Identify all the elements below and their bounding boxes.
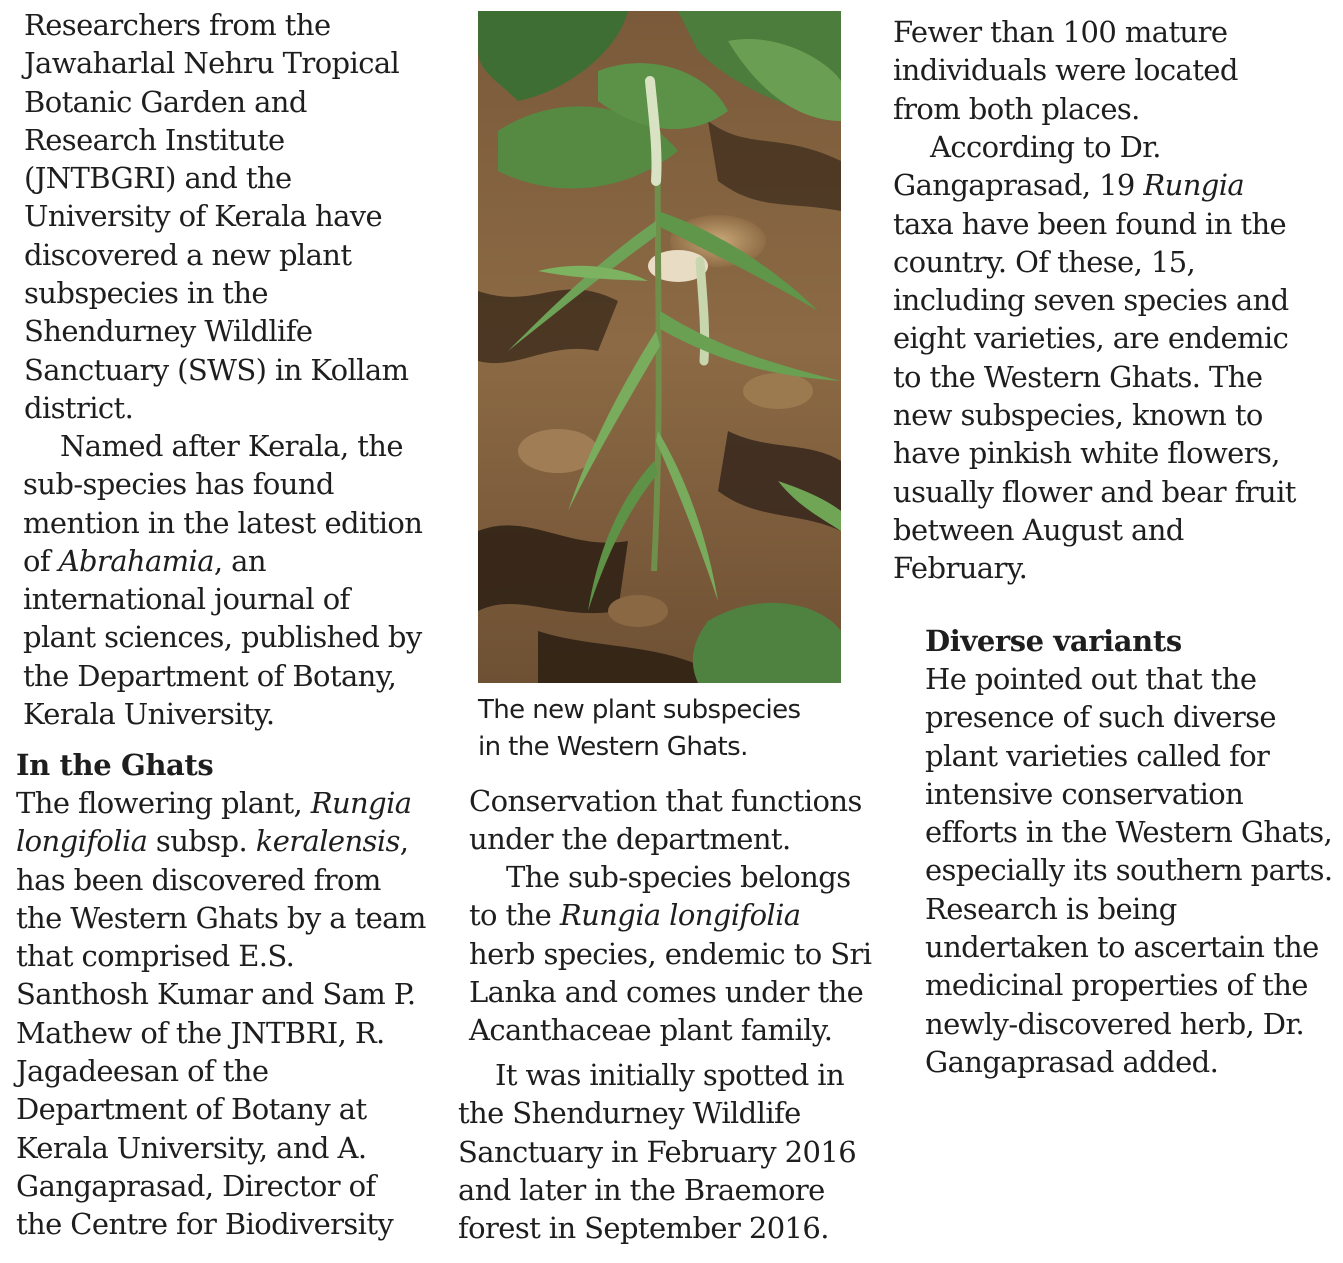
- text-line: district.: [24, 390, 134, 425]
- caption-line: The new plant subspecies: [478, 695, 801, 725]
- text-line: the Western Ghats by a team: [16, 900, 426, 935]
- text-line: Mathew of the JNTBRI, R.: [16, 1015, 385, 1050]
- text-line: the Centre for Biodiversity: [16, 1207, 394, 1242]
- text-line: University of Kerala have: [24, 199, 383, 234]
- conservation-paragraph: [469, 782, 862, 859]
- text-line: February.: [893, 551, 1028, 586]
- text-line: eight varieties, are endemic: [893, 321, 1289, 356]
- text-line: Jagadeesan of the: [16, 1054, 269, 1089]
- text-line: Gangaprasad, Director of: [16, 1168, 376, 1203]
- text-line: mention in the latest edition: [23, 505, 423, 540]
- text-line: that comprised E.S.: [16, 939, 295, 974]
- text-line: [16, 822, 426, 860]
- text-line: discovered a new plant: [24, 237, 352, 272]
- text-line: Jawaharlal Nehru Tropical: [24, 46, 400, 81]
- text-line: has been discovered from: [16, 862, 381, 897]
- text-line: to the Western Ghats. The: [893, 359, 1263, 394]
- caption-line: in the Western Ghats.: [478, 732, 748, 762]
- text-run: ,: [399, 824, 409, 859]
- text-line: country. Of these, 15,: [893, 244, 1196, 279]
- ghats-paragraph: [16, 784, 426, 1244]
- text-line: between August and: [893, 512, 1184, 547]
- text-line: Sanctuary in February 2016: [458, 1134, 857, 1169]
- text-line: under the department.: [469, 822, 791, 857]
- text-line: from both places.: [893, 91, 1140, 126]
- text-line: taxa have been found in the: [893, 206, 1287, 241]
- text-line: Acanthaceae plant family.: [469, 1013, 833, 1048]
- text-line: individuals were located: [893, 53, 1238, 88]
- text-line: Research Institute: [24, 122, 285, 157]
- text-line: [16, 784, 426, 822]
- intro-paragraph: [24, 6, 408, 427]
- text-line: Research is being: [925, 891, 1177, 926]
- text-line: and later in the Braemore: [458, 1172, 825, 1207]
- text-run: to the: [469, 898, 560, 933]
- text-line: herb species, endemic to Sri: [469, 936, 872, 971]
- species-name: Rungia longifolia: [559, 898, 801, 933]
- text-line: undertaken to ascertain the: [925, 930, 1319, 965]
- genus-name: Rungia: [310, 786, 412, 820]
- photo-caption: [478, 692, 800, 766]
- text-line: According to Dr.: [930, 130, 1161, 164]
- text-line: Kerala University, and A.: [16, 1130, 367, 1165]
- species-name: longifolia: [16, 824, 148, 859]
- text-line: Kerala University.: [23, 697, 275, 732]
- genus-name: Rungia: [1143, 168, 1245, 203]
- text-line: Shendurney Wildlife: [24, 314, 313, 349]
- text-line: [893, 166, 1296, 204]
- text-line: Santhosh Kumar and Sam P.: [16, 977, 416, 1012]
- text-line: presence of such diverse: [925, 700, 1276, 735]
- text-line: especially its southern parts.: [925, 853, 1333, 888]
- text-line: Named after Kerala, the: [60, 429, 403, 463]
- text-line: forest in September 2016.: [458, 1211, 829, 1246]
- text-line: [469, 896, 871, 934]
- subheading-in-the-ghats: In the Ghats: [16, 748, 214, 782]
- text-line: Department of Botany at: [16, 1092, 367, 1127]
- text-line: [23, 542, 422, 580]
- text-run: The flowering plant,: [16, 786, 311, 820]
- text-line: have pinkish white flowers,: [893, 436, 1280, 471]
- plant-photo: [478, 11, 841, 683]
- subspecies-name: keralensis: [255, 824, 400, 859]
- text-run: Gangaprasad, 19: [893, 168, 1144, 203]
- diverse-paragraph: [925, 660, 1333, 1081]
- text-line: sub-species has found: [23, 467, 334, 502]
- named-after-paragraph: [23, 427, 422, 733]
- fewer-than-paragraph: [893, 13, 1238, 128]
- text-line: plant sciences, published by: [23, 620, 422, 655]
- text-line: subspecies in the: [24, 276, 268, 311]
- text-line: Fewer than 100 mature: [893, 15, 1228, 49]
- text-line: The sub-species belongs: [506, 860, 851, 894]
- text-line: Gangaprasad added.: [925, 1044, 1219, 1079]
- text-line: international journal of: [23, 582, 350, 617]
- text-line: newly-discovered herb, Dr.: [925, 1006, 1305, 1041]
- plant-photo-icon: [478, 11, 841, 683]
- text-line: the Department of Botany,: [23, 658, 397, 693]
- text-line: (JNTBGRI) and the: [24, 161, 292, 196]
- text-line: Botanic Garden and: [24, 84, 307, 119]
- text-line: plant varieties called for: [925, 738, 1270, 773]
- text-line: He pointed out that the: [925, 662, 1257, 696]
- text-line: usually flower and bear fruit: [893, 474, 1296, 509]
- text-line: medicinal properties of the: [925, 968, 1308, 1003]
- text-run: subsp.: [147, 824, 256, 859]
- belongs-paragraph: [469, 858, 871, 1049]
- text-line: Lanka and comes under the: [469, 974, 864, 1009]
- text-line: It was initially spotted in: [495, 1058, 845, 1092]
- subheading-diverse-variants: Diverse variants: [925, 624, 1182, 658]
- text-line: the Shendurney Wildlife: [458, 1096, 801, 1131]
- text-line: efforts in the Western Ghats,: [925, 815, 1333, 850]
- text-line: intensive conservation: [925, 776, 1244, 811]
- journal-name: Abrahamia: [58, 543, 214, 578]
- text-run: of: [23, 543, 59, 578]
- text-line: Sanctuary (SWS) in Kollam: [24, 352, 409, 387]
- text-line: Conservation that functions: [469, 784, 862, 818]
- text-line: Researchers from the: [24, 8, 331, 42]
- text-line: including seven species and: [893, 283, 1289, 318]
- text-line: new subspecies, known to: [893, 398, 1263, 433]
- spotted-paragraph: [458, 1056, 856, 1247]
- according-paragraph: [893, 128, 1296, 588]
- text-run: , an: [213, 543, 266, 578]
